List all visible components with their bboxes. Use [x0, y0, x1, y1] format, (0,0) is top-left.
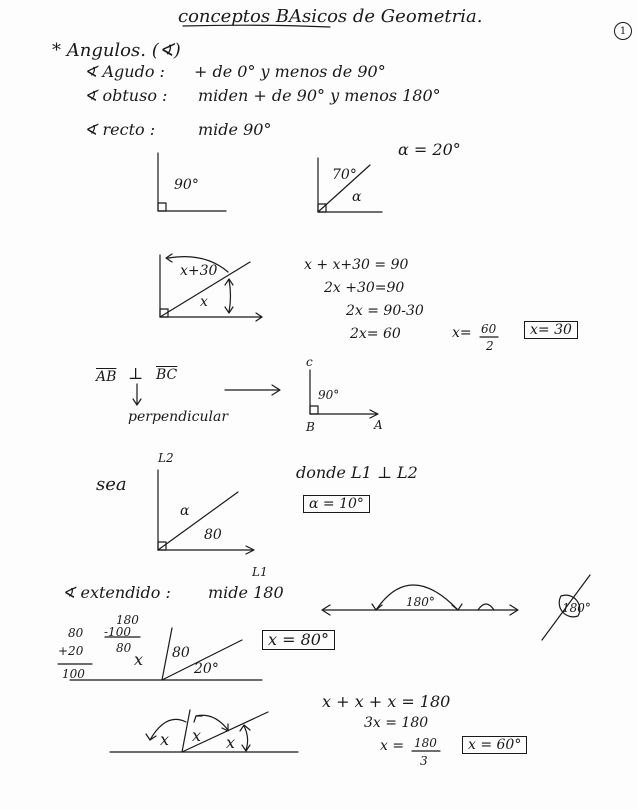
perp-seg-ab: $\overline{AB}$ — [96, 369, 117, 385]
perp-point-b: B — [306, 420, 315, 434]
perp-arrows — [133, 384, 280, 405]
fig3-x-eq: x= — [452, 325, 472, 341]
sea-angle-80: 80 — [204, 527, 222, 543]
sea-line-l1: L1 — [252, 565, 268, 579]
fig-80-20-x: x — [134, 650, 144, 669]
acute-name: ∢ Agudo : — [84, 62, 165, 81]
obtuse-name: ∢ obtuso : — [84, 86, 168, 105]
fig-80-20-angle-80: 80 — [172, 645, 190, 661]
last-x-1: x — [160, 730, 170, 749]
fig3-frac-num: 60 — [481, 322, 497, 336]
circle-label: 180° — [562, 601, 591, 615]
perp-symbol: ⊥ — [128, 364, 144, 383]
fig1-angle-label: 90° — [174, 177, 199, 193]
calc-80: 80 — [68, 626, 84, 640]
fig3-lower-label: x — [200, 294, 208, 310]
last-eq-2: 3x = 180 — [364, 715, 429, 731]
fig3-step-3: 2x = 90-30 — [346, 303, 424, 319]
right-desc: mide 90° — [198, 120, 272, 139]
calc-plus-20: +20 — [58, 644, 84, 658]
calc-minus-100: -100 — [104, 625, 131, 639]
perp-angle-label: 90° — [318, 388, 340, 402]
fig3-upper-label: x+30 — [180, 263, 218, 279]
straight-desc: mide 180 — [208, 583, 284, 602]
last-frac-num: 180 — [414, 736, 437, 750]
calc-sum-100: 100 — [62, 667, 85, 681]
straight-name: ∢ extendido : — [62, 583, 171, 602]
fig3-step-2: 2x +30=90 — [324, 280, 405, 296]
fig-three-x — [110, 710, 298, 752]
fig3-frac-den: 2 — [486, 339, 494, 353]
last-x-3: x — [226, 733, 236, 752]
sea-line-l2: L2 — [158, 451, 174, 465]
last-x-2: x — [192, 726, 202, 745]
perp-point-a: A — [374, 418, 383, 432]
fig2-top-label: 70° — [332, 167, 357, 183]
calc-180: 180 — [116, 613, 139, 627]
fig2-alpha-label: α — [352, 189, 362, 205]
calc-result-80: 80 — [116, 641, 132, 655]
last-eq-3-left: x = — [380, 738, 405, 754]
sea-alpha: α — [180, 503, 190, 519]
sea-word: sea — [96, 474, 127, 495]
right-name: ∢ recto : — [84, 120, 156, 139]
fig-80-20 — [70, 625, 262, 680]
obtuse-desc: miden + de 90° y menos 180° — [198, 86, 441, 105]
perp-seg-bc: $\overline{BC}$ — [156, 367, 178, 383]
last-eq-1: x + x + x = 180 — [322, 692, 451, 711]
perp-point-c: c — [306, 355, 313, 369]
page-title: conceptos BAsicos de Geometria. — [178, 6, 483, 27]
straight-answer-box: x = 80° — [262, 630, 335, 650]
last-answer-box: x = 60° — [462, 736, 527, 754]
page-number: 1 — [614, 22, 632, 40]
acute-desc: + de 0° y menos de 90° — [194, 62, 386, 81]
last-frac-den: 3 — [420, 754, 428, 768]
sea-answer-box: α = 10° — [303, 495, 370, 513]
straight-arc-label: 180° — [406, 595, 435, 609]
fig2-answer: α = 20° — [398, 140, 461, 159]
sea-donde: donde L1 ⊥ L2 — [296, 463, 418, 482]
perp-word: perpendicular — [128, 409, 229, 425]
fig3-answer-box: x= 30 — [524, 321, 578, 339]
angles-heading: * Angulos. (∢) — [52, 40, 181, 61]
fig3-step-1: x + x+30 = 90 — [304, 257, 409, 273]
fig-80-20-angle-20: 20° — [194, 661, 219, 677]
fig3-step-4: 2x= 60 — [350, 326, 401, 342]
